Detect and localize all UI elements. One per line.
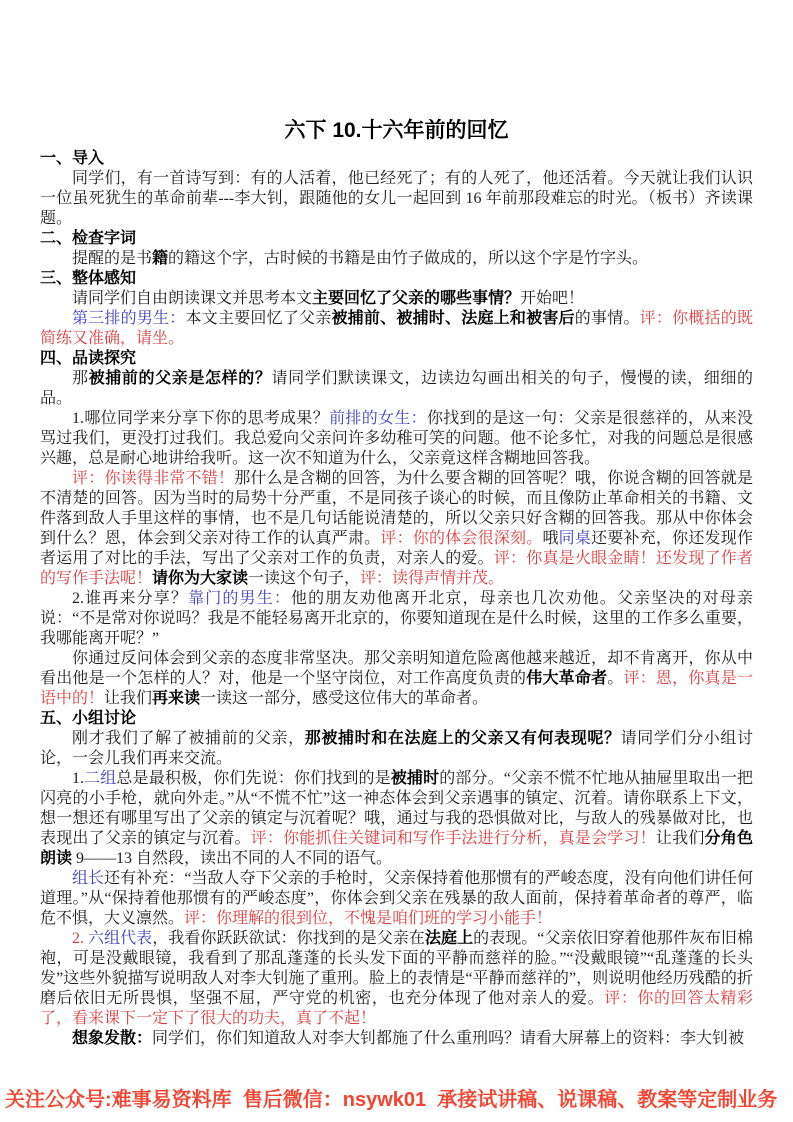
paragraph	[40, 589, 753, 649]
body-text: 让我们	[104, 690, 153, 707]
paragraph	[40, 289, 753, 309]
paragraph	[40, 869, 753, 929]
paragraph	[40, 169, 753, 229]
student-label: 靠门的男生：	[188, 590, 291, 607]
section-heading-overall-perception: 三、整体感知	[40, 270, 137, 287]
paragraph	[40, 649, 753, 709]
section-heading-check-words: 二、检查字词	[40, 230, 137, 247]
body-text: 你找到的是这一句：父亲是很慈祥的，从来没骂过我们，更没打过我们。我总爱向父亲问许多幼稚可笑的问题。他不论多忙，对我的问题总是很感兴趣，总是耐心地讲给我听。这一次不知道为什么，父亲竟这样含糊地回答我。	[40, 410, 753, 467]
teacher-eval-text: 评：你能抓住关键词和写作手法进行分析，真是会学习！	[250, 830, 656, 847]
student-label: 同桌	[558, 530, 592, 547]
section-heading-import: 一、导入	[40, 150, 105, 167]
teacher-eval-text: 评：读得声情并茂。	[360, 570, 505, 587]
paragraph	[40, 369, 753, 409]
emphasis-text: 请你为大家读	[152, 570, 249, 587]
emphasis-text: 籍	[152, 250, 169, 267]
teacher-eval-text: 评：你的体会很深刻。	[380, 530, 543, 547]
body-text: 刚才我们了解了被捕前的父亲，	[72, 730, 305, 747]
paragraph	[40, 309, 753, 349]
paragraph	[40, 729, 753, 769]
body-text: 的事情。	[574, 310, 640, 327]
page-title: 六下 10.十六年前的回忆	[284, 119, 509, 142]
emphasis-text: 法庭上	[424, 930, 474, 947]
body-text: 那	[72, 370, 89, 387]
teacher-eval-text: 2.	[72, 930, 89, 947]
emphasis-text: 被捕时	[390, 770, 440, 787]
emphasis-text: 分角色朗读	[40, 830, 753, 867]
body-text: 1.哪位同学来分享下你的思考成果？	[72, 410, 330, 427]
body-text: 让我们	[655, 830, 705, 847]
student-label: 前排的女生：	[329, 410, 427, 427]
footer-promo-banner: 关注公众号:难事易资料库 售后微信：nsywk01 承接试讲稿、说课稿、教案等定制业务	[5, 1089, 778, 1111]
body-text: 开始吧！	[520, 290, 585, 307]
paragraph	[40, 769, 753, 869]
body-text: 哦	[542, 530, 559, 547]
body-text: 1.	[72, 770, 84, 787]
body-text: 请同学们默读课文，边读边勾画出相关的句子，慢慢的读，细细的品。	[40, 370, 753, 407]
body-text: 的部分。“父亲不慌不忙地从抽屉里取出一把闪亮的小手枪，就向外走。”从“不慌不忙”这一神态体会到父亲遇事的镇定、沉着。请你联系上下文，想一想还有哪里写出了父亲的镇定与沉着呢？哦，通过与我的恐惧做对比，与敌人的残暴做对比，也表现出了父亲的镇定与沉着。	[40, 770, 753, 847]
student-label: 六组代表	[88, 930, 153, 947]
paragraph	[40, 1029, 753, 1049]
section-heading-group-discussion: 五、小组讨论	[40, 710, 137, 727]
body-text: 2.谁再来分享？	[72, 590, 189, 607]
body-text: 那什么是含糊的回答，为什么要含糊的回答呢？哦，你说含糊的回答就是不清楚的回答。因为当时的局势十分严重，不是同孩子谈心的时候，而且像防止革命相关的书籍、文件落到敌人手里这样的事情，也不是几句话能说清楚的，所以父亲只好含糊的回答我。那从中你体会到什么？恩，体会到父亲对待工作的认真严肃。	[40, 470, 753, 547]
teacher-eval-text: 评：你理解的很到位，不愧是咱们班的学习小能手！	[184, 910, 553, 927]
body-text: 一读这一部分，感受这位伟大的革命者。	[200, 690, 489, 707]
body-text: 还要补充，你还发现作者运用了对比的手法，写出了父亲对工作的负责，对亲人的爱。	[40, 530, 753, 567]
paragraph	[40, 929, 753, 1029]
body-text: 9——13 自然段，读出不同的人不同的语气。	[72, 850, 393, 867]
student-label: 第三排的男生：	[72, 310, 186, 327]
section-heading-reading-exploration: 四、品读探究	[40, 350, 137, 367]
emphasis-text: 主要回忆了父亲的哪些事情？	[312, 290, 521, 307]
body-text: 他的朋友劝他离开北京，母亲也几次劝他。父亲坚决的对母亲说：“不是常对你说吗？我是不能轻易离开北京的，你要知道现在是什么时候，这里的工作多么重要，我哪能离开呢？”	[40, 590, 753, 647]
body-text: 还有补充：“当敌人夺下父亲的手枪时，父亲保持着他那惯有的严峻态度，没有向他们讲任何道理。”从“保持着他那惯有的严峻态度”，你体会到父亲在残暴的敌人面前，保持着革命者的尊严，临危不惧，大义凛然。	[40, 870, 753, 927]
emphasis-text: 想象发散：	[72, 1030, 153, 1047]
emphasis-text: 被捕前的父亲是怎样的？	[88, 370, 272, 387]
body-text: 提醒的是书	[72, 250, 153, 267]
paragraph	[40, 409, 753, 469]
body-text: 。	[607, 670, 624, 687]
body-text: 请同学们自由朗读课文并思考本文	[72, 290, 313, 307]
student-label: 组长	[72, 870, 105, 887]
body-text: 请同学们分小组讨论，一会儿我们再来交流。	[40, 730, 753, 767]
body-text: 同学们，有一首诗写到：有的人活着，他已经死了；有的人死了，他还活着。今天就让我们认识一位虽死犹生的革命前辈---李大钊，跟随他的女儿一起回到 16 年前那段难忘的时光。（板书）齐读课题。	[40, 170, 753, 227]
body-text: 的表现。“父亲依旧穿着他那件灰布旧棉袍，可是没戴眼镜，我看到了那乱蓬蓬的长头发下面的平静而慈祥的脸。”“没戴眼镜”“乱蓬蓬的长头发”这些外貌描写说明敌人对李大钊施了重刑。脸上的表情是“平静而慈祥的”，则说明他经历残酷的折磨后依旧无所畏惧，坚强不屈，严守党的机密，也充分体现了他对亲人的爱。	[40, 930, 753, 1007]
teacher-eval-text: 评：你的回答太精彩了，看来课下一定下了很大的功夫，真了不起！	[40, 990, 753, 1027]
body-text: 本文主要回忆了父亲	[185, 310, 332, 327]
paragraph	[40, 469, 753, 589]
emphasis-text: 伟大革命者	[526, 670, 608, 687]
teacher-eval-text: 评：你概括的既简练又准确，请坐。	[40, 310, 753, 347]
emphasis-text: 被捕前、被捕时、法庭上和被害后	[331, 310, 575, 327]
teacher-eval-text: 评：你真是火眼金睛！还发现了作者的写作手法呢！	[40, 550, 753, 587]
paragraph	[40, 249, 753, 269]
teacher-eval-text: 评：恩，你真是一语中的！	[40, 670, 753, 707]
emphasis-text: 那被捕时和在法庭上的父亲又有何表现呢？	[304, 730, 621, 747]
body-text: 你通过反问体会到父亲的态度非常坚决。那父亲明知道危险离他越来越近，却不肯离开，你从中看出他是一个怎样的人？对，他是一个坚守岗位，对工作高度负责的	[40, 650, 753, 687]
body-text: 的籍这个字，古时候的书籍是由竹子做成的，所以这个字是竹字头。	[168, 250, 649, 267]
teacher-eval-text: 评：你读得非常不错！	[72, 470, 235, 487]
emphasis-text: 再来读	[152, 690, 201, 707]
student-label: 二组	[84, 770, 117, 787]
body-text: 一读这个句子，	[248, 570, 361, 587]
body-text: 同学们，你们知道敌人对李大钊都施了什么重刑吗？请看大屏幕上的资料：李大钊被	[152, 1030, 745, 1047]
body-text: ，我看你跃跃欲试：你找到的是父亲在	[152, 930, 425, 947]
body-text: 总是最积极，你们先说：你们找到的是	[116, 770, 391, 787]
